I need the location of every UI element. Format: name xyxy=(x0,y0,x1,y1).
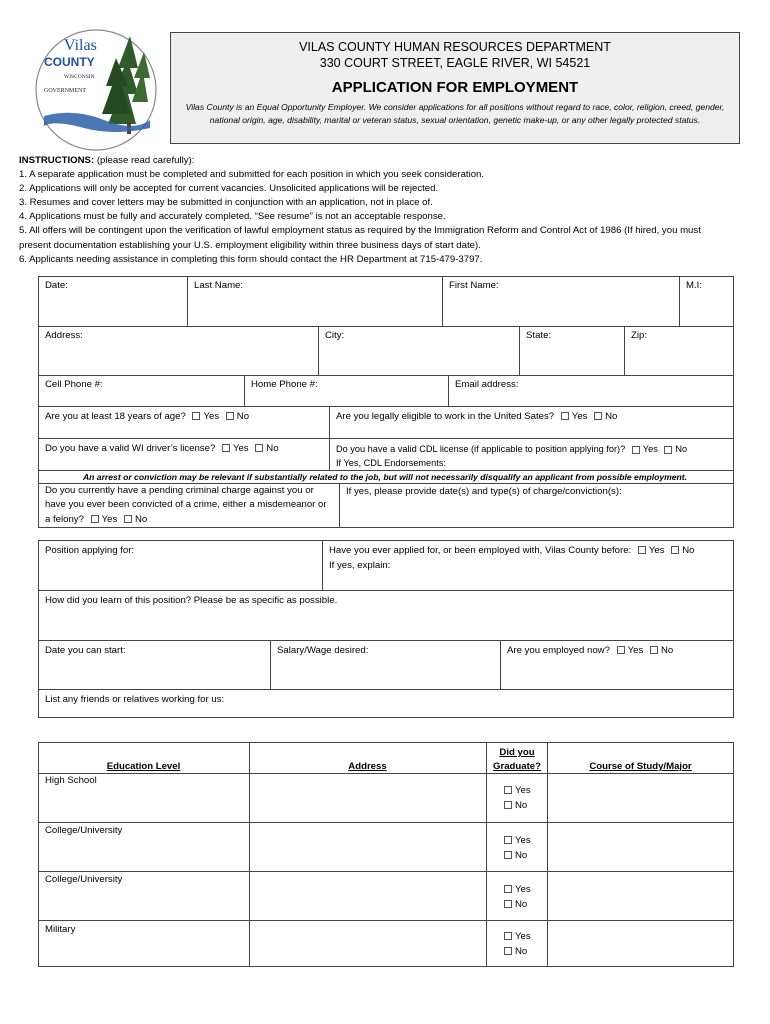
employed-no-checkbox[interactable] xyxy=(650,646,658,654)
employed-now-question xyxy=(507,644,673,658)
arrest-conviction-note: An arrest or conviction may be relevant if substantially related to the job, but will not necessarily disqualify an applicant from possible employment. xyxy=(82,472,688,482)
middle-initial-field[interactable]: M.I: xyxy=(686,280,702,291)
graduate-yes-label-1: Yes xyxy=(515,785,531,796)
applied-before-question xyxy=(329,544,694,558)
employed-now-label: Are you employed now? xyxy=(507,645,610,656)
criminal-no-checkbox[interactable] xyxy=(124,515,132,523)
salary-desired-field[interactable]: Salary/Wage desired: xyxy=(277,645,369,656)
graduate-no-checkbox-2[interactable] xyxy=(504,851,512,859)
criminal-details-field[interactable]: If yes, please provide date(s) and type(s) of charge/conviction(s): xyxy=(346,486,622,497)
graduate-yes-label-2: Yes xyxy=(515,835,531,846)
age-question-label: Are you at least 18 years of age? xyxy=(45,411,186,422)
applied-before-yes-label: Yes xyxy=(648,545,665,556)
eligible-no-checkbox[interactable] xyxy=(594,412,602,420)
instruction-item-3: 3. Resumes and cover letters may be submitted in conjunction with an application, not in place of. xyxy=(19,197,433,209)
friends-relatives-field[interactable]: List any friends or relatives working for us: xyxy=(45,694,225,705)
instruction-item-2: 2. Applications will only be accepted for current vacancies. Unsolicited applications will be rejected. xyxy=(19,183,439,195)
department-address: 330 COURT STREET, EAGLE RIVER, WI 54521 xyxy=(319,56,591,70)
education-row-level: College/University xyxy=(45,825,123,836)
header-box xyxy=(170,32,740,144)
cdl-question-label: Do you have a valid CDL license (if applicable to position applying for)? xyxy=(336,444,626,454)
graduate-no-label-3: No xyxy=(515,898,528,910)
instructions-subtitle: (please read carefully): xyxy=(94,155,195,166)
eeo-statement: Vilas County is an Equal Opportunity Employer. We consider applications for all positions without regard to race, color, religion, creed, gender, national origin, age, disability, marital or veteran status, sexual orientation, genetic make-up, or any other legally protected status. xyxy=(185,102,725,125)
employed-yes-label: Yes xyxy=(627,645,644,656)
state-field[interactable]: State: xyxy=(526,330,552,341)
date-field[interactable]: Date: xyxy=(45,280,68,291)
employed-yes-checkbox[interactable] xyxy=(617,646,625,654)
age-yes-checkbox[interactable] xyxy=(192,412,200,420)
cdl-endorsements-field[interactable]: If Yes, CDL Endorsements: xyxy=(336,458,446,468)
license-no-label: No xyxy=(266,443,279,454)
graduate-options-3 xyxy=(500,883,531,912)
license-yes-label: Yes xyxy=(232,443,249,454)
graduate-options-1 xyxy=(500,784,531,813)
graduate-no-checkbox-4[interactable] xyxy=(504,947,512,955)
page-title: APPLICATION FOR EMPLOYMENT xyxy=(331,79,579,96)
start-date-field[interactable]: Date you can start: xyxy=(45,645,126,656)
education-header-course: Course of Study/Major xyxy=(589,761,692,772)
cdl-no-label: No xyxy=(675,444,688,454)
instruction-item-5: 5. All offers will be contingent upon the verification of lawful employment status as required by the Immigration Reform and Control Act of 1986 (If hired, you must present documentation establishing your U.S. employment eligibility within three business days of start date). xyxy=(19,225,701,251)
home-phone-field[interactable]: Home Phone #: xyxy=(251,379,318,390)
graduate-options-4 xyxy=(500,930,531,959)
applied-before-yes-checkbox[interactable] xyxy=(638,546,646,554)
graduate-no-checkbox-3[interactable] xyxy=(504,900,512,908)
graduate-yes-checkbox-1[interactable] xyxy=(504,786,512,794)
criminal-question xyxy=(45,484,333,527)
license-no-checkbox[interactable] xyxy=(255,444,263,452)
zip-field[interactable]: Zip: xyxy=(631,330,647,341)
email-field[interactable]: Email address: xyxy=(455,379,519,390)
graduate-yes-label-3: Yes xyxy=(515,884,531,895)
eligible-no-label: No xyxy=(605,411,618,422)
graduate-options-2 xyxy=(500,834,531,863)
applied-before-no-label: No xyxy=(682,545,695,556)
graduate-no-label-1: No xyxy=(515,799,528,811)
first-name-field[interactable]: First Name: xyxy=(449,280,499,291)
last-name-field[interactable]: Last Name: xyxy=(194,280,244,291)
cdl-yes-checkbox[interactable] xyxy=(632,446,640,454)
instructions-heading xyxy=(19,154,734,168)
education-row-level: High School xyxy=(45,775,97,786)
graduate-no-label-2: No xyxy=(515,849,528,861)
applied-before-label: Have you ever applied for, or been employed with, Vilas County before: xyxy=(329,545,632,556)
age-no-label: No xyxy=(236,411,250,422)
applied-before-explain-field[interactable]: If yes, explain: xyxy=(329,560,391,571)
cdl-question xyxy=(336,442,687,456)
criminal-no-label: No xyxy=(134,513,148,525)
logo-name-county: COUNTY xyxy=(44,55,95,69)
vilas-county-logo xyxy=(34,28,158,152)
education-row-level: College/University xyxy=(45,874,123,885)
education-row-level: Military xyxy=(45,924,76,935)
education-table xyxy=(38,742,734,967)
cdl-no-checkbox[interactable] xyxy=(664,446,672,454)
license-question xyxy=(45,442,279,456)
license-yes-checkbox[interactable] xyxy=(222,444,230,452)
eligibility-question-label: Are you legally eligible to work in the United Sates? xyxy=(336,411,555,422)
logo-name-vilas: Vilas xyxy=(64,37,97,54)
learn-of-position-field[interactable]: How did you learn of this position? Please be as specific as possible. xyxy=(45,595,338,606)
graduate-yes-label-4: Yes xyxy=(515,931,531,942)
instructions-title: INSTRUCTIONS: xyxy=(19,155,95,166)
instruction-item-4: 4. Applications must be fully and accurately completed. “See resume” is not an acceptable response. xyxy=(19,211,446,223)
address-field[interactable]: Address: xyxy=(45,330,83,341)
department-name: VILAS COUNTY HUMAN RESOURCES DEPARTMENT xyxy=(299,40,611,54)
criminal-question-label: Do you currently have a pending criminal charge against you or have you ever been convicted of a crime, either a misdemeanor or a felony? xyxy=(45,485,327,525)
age-question xyxy=(45,410,249,424)
graduate-yes-checkbox-3[interactable] xyxy=(504,885,512,893)
education-header-graduate: Did you Graduate? xyxy=(493,747,541,772)
eligible-yes-checkbox[interactable] xyxy=(561,412,569,420)
age-no-checkbox[interactable] xyxy=(226,412,234,420)
criminal-yes-checkbox[interactable] xyxy=(91,515,99,523)
employed-no-label: No xyxy=(660,645,674,656)
graduate-yes-checkbox-2[interactable] xyxy=(504,836,512,844)
logo-state: WISCONSIN xyxy=(64,74,95,80)
education-header-level: Education Level xyxy=(106,761,181,772)
city-field[interactable]: City: xyxy=(325,330,345,341)
criminal-yes-label: Yes xyxy=(101,513,118,525)
instruction-item-1: 1. A separate application must be completed and submitted for each position in which you seek consideration. xyxy=(19,169,485,181)
graduate-yes-checkbox-4[interactable] xyxy=(504,932,512,940)
eligible-yes-label: Yes xyxy=(571,411,588,422)
eligibility-question xyxy=(336,410,617,424)
age-yes-label: Yes xyxy=(203,411,220,422)
instruction-item-6: 6. Applicants needing assistance in completing this form should contact the HR Department at 715-479-3797. xyxy=(19,253,483,265)
education-header-address: Address xyxy=(348,761,387,772)
graduate-no-label-4: No xyxy=(515,945,528,957)
applied-before-no-checkbox[interactable] xyxy=(671,546,679,554)
instructions xyxy=(19,154,734,267)
logo-government: GOVERNMENT xyxy=(44,88,86,94)
cell-phone-field[interactable]: Cell Phone #: xyxy=(45,379,103,390)
position-applying-field[interactable]: Position applying for: xyxy=(45,545,135,556)
graduate-no-checkbox-1[interactable] xyxy=(504,801,512,809)
license-question-label: Do you have a valid WI driver’s license? xyxy=(45,443,216,454)
cdl-yes-label: Yes xyxy=(642,444,658,454)
